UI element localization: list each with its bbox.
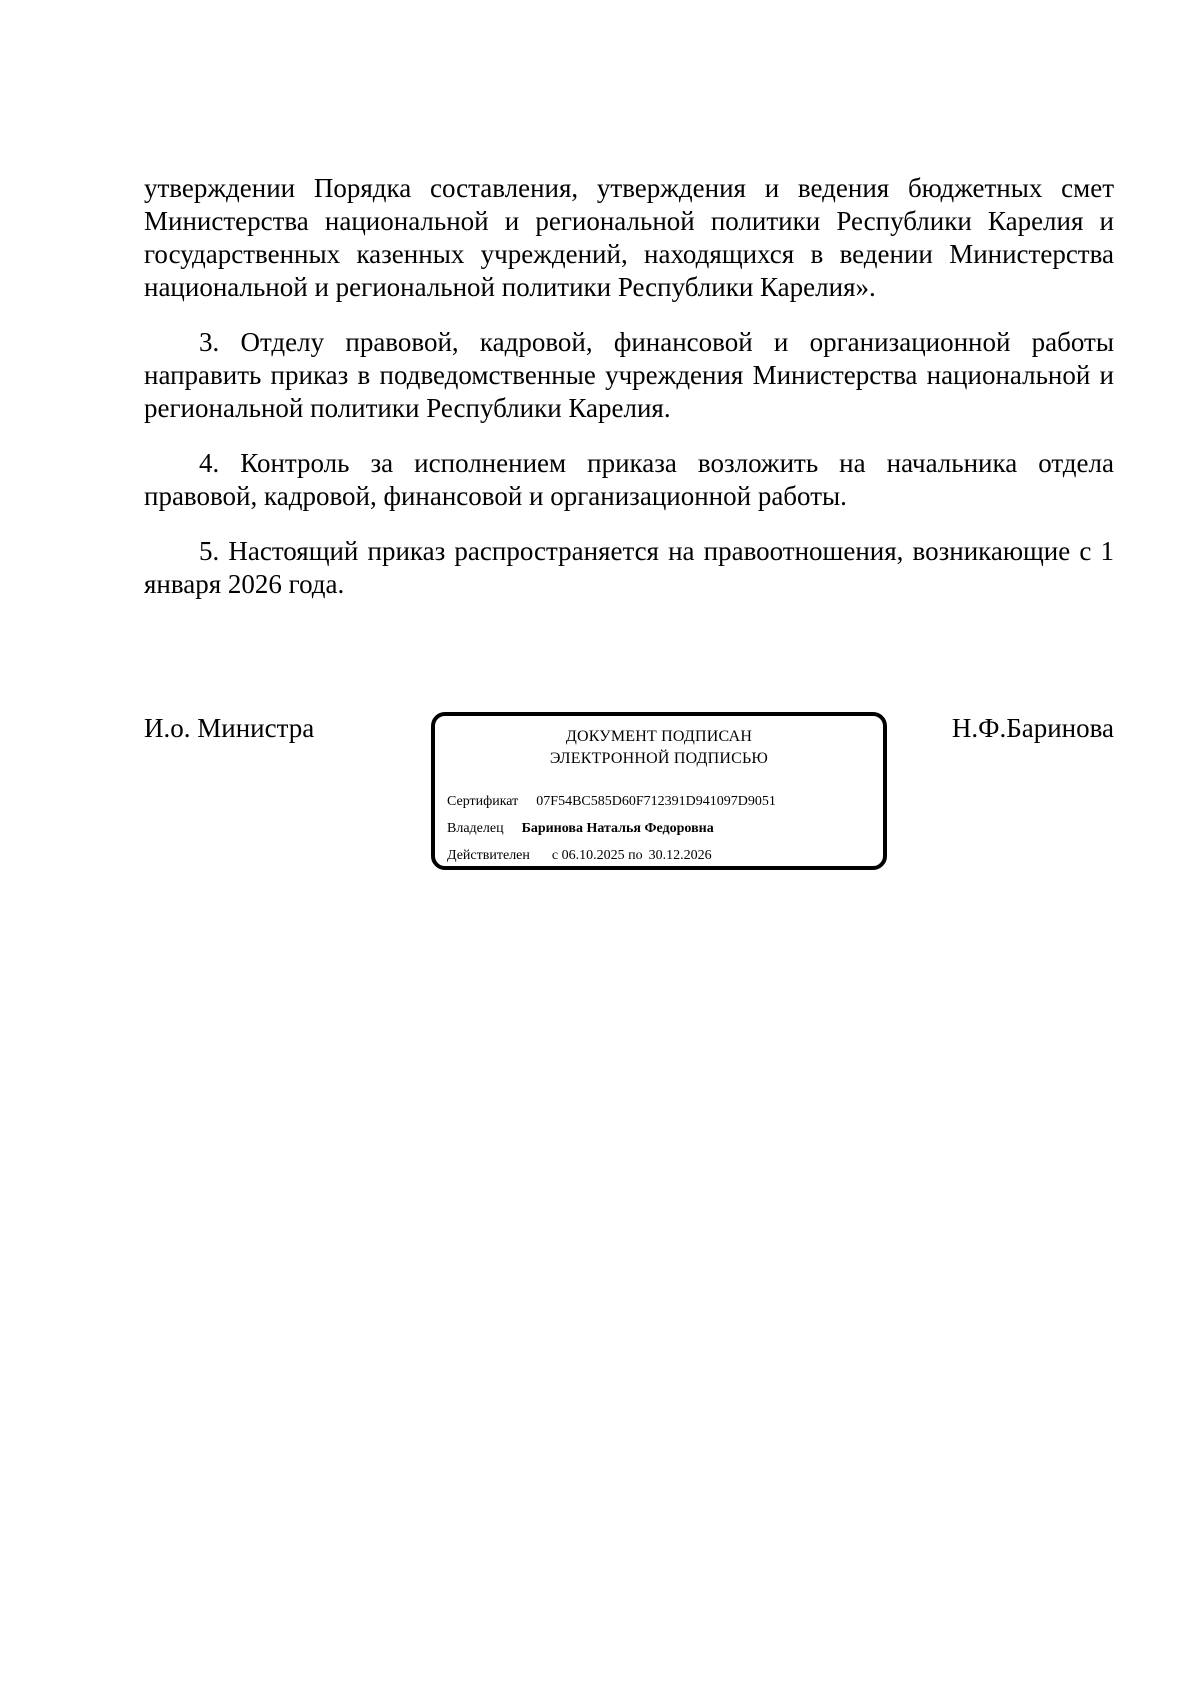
- stamp-title-line-2: ЭЛЕКТРОННОЙ ПОДПИСЬЮ: [549, 750, 769, 767]
- electronic-signature-stamp: [431, 712, 887, 870]
- stamp-certificate-row: [447, 792, 776, 812]
- document-body: [144, 172, 1114, 623]
- owner-label: Владелец: [447, 821, 504, 836]
- paragraph-item-5: 5. Настоящий приказ распространяется на правоотношения, возникающие с 1 января 2026 года.: [144, 536, 1114, 599]
- signature-block: [144, 712, 1114, 872]
- owner-value: Баринова Наталья Федоровна: [521, 821, 714, 836]
- signatory-role: И.о. Министра: [144, 713, 315, 743]
- paragraph-item-3: 3. Отделу правовой, кадровой, финансовой и организационной работы направить приказ в подведомственные учреждения Министерства национальной и региональной политики Республики Карелия.: [144, 327, 1114, 423]
- validity-to: 30.12.2026: [648, 848, 712, 863]
- signatory-name: Н.Ф.Баринова: [951, 713, 1114, 743]
- stamp-title-line-1: ДОКУМЕНТ ПОДПИСАН: [565, 728, 753, 745]
- certificate-value: 07F54BC585D60F712391D941097D9051: [536, 794, 776, 809]
- stamp-title: [435, 726, 883, 770]
- stamp-validity-row: [447, 846, 712, 866]
- paragraph-continuation: утверждении Порядка составления, утверждения и ведения бюджетных смет Министерства национальной и региональной политики Республики Карелия и государственных казенных учреждений, находящихся в ведении Министерства национальной и региональной политики Республики Карелия».: [144, 173, 1114, 302]
- validity-from: с 06.10.2025 по: [551, 848, 643, 863]
- stamp-owner-row: [447, 819, 714, 839]
- validity-label: Действителен: [447, 848, 530, 863]
- paragraph-item-4: 4. Контроль за исполнением приказа возложить на начальника отдела правовой, кадровой, финансовой и организационной работы.: [144, 448, 1114, 511]
- certificate-label: Сертификат: [447, 794, 519, 809]
